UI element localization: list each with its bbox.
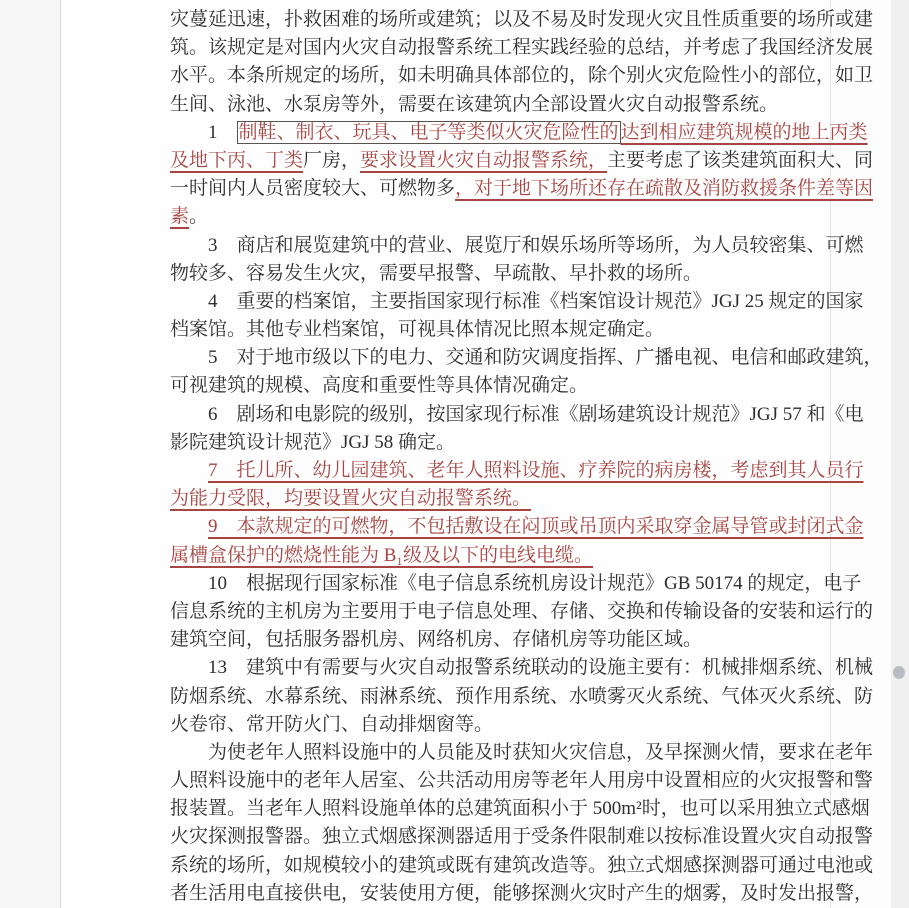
text-segment: 6 剧场和电影院的级别，按国家现行标准《剧场建筑设计规范》JGJ 57 和《电 bbox=[170, 403, 864, 425]
text-line bbox=[170, 316, 738, 344]
text-line bbox=[170, 147, 874, 175]
text-line bbox=[170, 739, 874, 767]
text-line bbox=[170, 62, 874, 90]
text-line bbox=[170, 767, 874, 795]
text-segment: 一时间内人员密度较大、可燃物多 bbox=[170, 178, 456, 200]
text-segment: 信息系统的主机房为主要用于电子信息处理、存储、交换和传输设备的安装和运行的 bbox=[170, 600, 874, 622]
text-segment: 5 对于地市级以下的电力、交通和防灾调度指挥、广播电视、电信和邮政建筑， bbox=[170, 347, 883, 369]
text-segment: ，对于地下场所还存在疏散及消防救援条件差等因 bbox=[455, 178, 874, 200]
text-segment: 素 bbox=[170, 206, 190, 228]
text-segment: 可视建筑的规模、高度和重要性等具体情况确定。 bbox=[170, 375, 589, 397]
text-segment: 及地下丙、丁类 bbox=[170, 149, 304, 171]
text-line bbox=[170, 288, 864, 316]
text-segment: 火灾探测报警器。独立式烟感探测器适用于受条件限制难以按标准设置火灾自动报警 bbox=[170, 826, 874, 848]
text-line bbox=[170, 175, 874, 203]
text-line bbox=[170, 823, 874, 851]
text-segment: 3 商店和展览建筑中的营业、展览厅和娱乐场所等场所，为人员较密集、可燃 bbox=[170, 234, 864, 256]
scrollbar-track[interactable] bbox=[891, 0, 909, 908]
text-line bbox=[170, 429, 738, 457]
text-segment: 。 bbox=[189, 206, 209, 228]
document-text bbox=[170, 6, 883, 908]
text-line bbox=[170, 513, 864, 541]
text-line bbox=[170, 34, 874, 62]
text-line bbox=[170, 344, 883, 372]
text-line bbox=[170, 457, 864, 485]
text-segment bbox=[170, 516, 208, 537]
text-line bbox=[170, 852, 874, 880]
text-segment: 火卷帘、常开防火门、自动排烟窗等。 bbox=[170, 713, 494, 735]
text-segment: 灾蔓延迅速，扑救困难的场所或建筑；以及不易及时发现火灾且性质重要的场所或建 bbox=[170, 9, 874, 30]
text-segment: 主要考虑了该类建筑面积大、同 bbox=[607, 149, 874, 171]
text-segment: 7 托儿所、幼儿园建筑、老年人照料设施、疗养院的病房楼，考虑到其人员行 bbox=[208, 460, 864, 481]
text-segment: 生间、泳池、水泵房等外，需要在该建筑内全部设置火灾自动报警系统。 bbox=[170, 93, 779, 115]
text-segment: 影院建筑设计规范》JGJ 58 确定。 bbox=[170, 431, 456, 453]
text-line bbox=[170, 795, 870, 823]
text-segment: 10 根据现行国家标准《电子信息系统机房设计规范》GB 50174 的规定，电子 bbox=[170, 572, 862, 594]
text-segment: 系统的场所，如规模较小的建筑或既有建筑改造等。独立式烟感探测器可通过电池或 bbox=[170, 854, 874, 876]
text-line bbox=[170, 570, 862, 598]
text-line bbox=[170, 6, 874, 34]
text-line bbox=[170, 91, 779, 119]
text-line bbox=[170, 598, 874, 626]
text-segment: 为使老年人照料设施中的人员能及时获知火灾信息，及早探测火情，要求在老年 bbox=[170, 741, 874, 763]
text-segment bbox=[170, 460, 208, 481]
text-segment: 1 bbox=[170, 121, 237, 143]
text-line bbox=[170, 372, 738, 400]
text-line bbox=[170, 683, 874, 711]
text-segment: 建筑空间，包括服务器机房、网络机房、存储机房等功能区域。 bbox=[170, 629, 703, 651]
text-line bbox=[170, 711, 738, 739]
text-line bbox=[170, 485, 738, 513]
text-line bbox=[170, 260, 738, 288]
text-segment: 9 本款规定的可燃物，不包括敷设在闷顶或吊顶内采取穿金属导管或封闭式金 bbox=[208, 516, 864, 538]
text-line bbox=[170, 232, 864, 260]
text-segment: 属槽盒保护的燃烧性能为 B₁级及以下的电线电缆。 bbox=[170, 544, 594, 566]
text-segment: 4 重要的档案馆，主要指国家现行标准《档案馆设计规范》JGJ 25 规定的国家 bbox=[170, 290, 864, 312]
text-line bbox=[170, 119, 868, 147]
text-segment: 防烟系统、水幕系统、雨淋系统、预作用系统、水喷雾灭火系统、气体灭火系统、防 bbox=[170, 685, 874, 707]
text-segment: 档案馆。其他专业档案馆，可视具体情况比照本规定确定。 bbox=[170, 319, 665, 341]
text-segment: 水平。本条所规定的场所，如未明确具体部位的，除个别火灾危险性小的部位，如卫 bbox=[170, 65, 874, 87]
text-segment: 13 建筑中有需要与火灾自动报警系统联动的设施主要有：机械排烟系统、机械 bbox=[170, 657, 874, 679]
text-segment: 者生活用电直接供电，安装使用方便，能够探测火灾时产生的烟雾，及时发出报警， bbox=[170, 882, 874, 904]
text-segment: 厂房， bbox=[303, 149, 361, 171]
scrollbar-thumb[interactable] bbox=[893, 666, 905, 679]
text-line bbox=[170, 880, 874, 908]
text-segment: 筑。该规定是对国内火灾自动报警系统工程实践经验的总结，并考虑了我国经济发展 bbox=[170, 37, 874, 59]
boxed-annotation: 制鞋、制衣、玩具、电子等类似火灾危险性的 bbox=[238, 121, 619, 143]
text-line bbox=[170, 203, 738, 231]
text-segment: 达到相应建筑规模的地上丙类 bbox=[620, 121, 868, 143]
text-line bbox=[170, 542, 738, 570]
text-line bbox=[170, 401, 864, 429]
text-line bbox=[170, 654, 874, 682]
text-segment: 为能力受限，均要设置火灾自动报警系统。 bbox=[170, 488, 532, 510]
left-margin-area bbox=[0, 0, 61, 908]
text-line bbox=[170, 626, 738, 654]
text-segment: 要求设置火灾自动报警系统， bbox=[360, 149, 608, 171]
text-segment: 报装置。当老年人照料设施单体的总建筑面积小于 500m²时，也可以采用独立式感烟 bbox=[170, 798, 870, 820]
text-segment: 人照料设施中的老年人居室、公共活动用房等老年人用房中设置相应的火灾报警和警 bbox=[170, 770, 874, 792]
text-segment: 物较多、容易发生火灾，需要早报警、早疏散、早扑救的场所。 bbox=[170, 262, 703, 284]
